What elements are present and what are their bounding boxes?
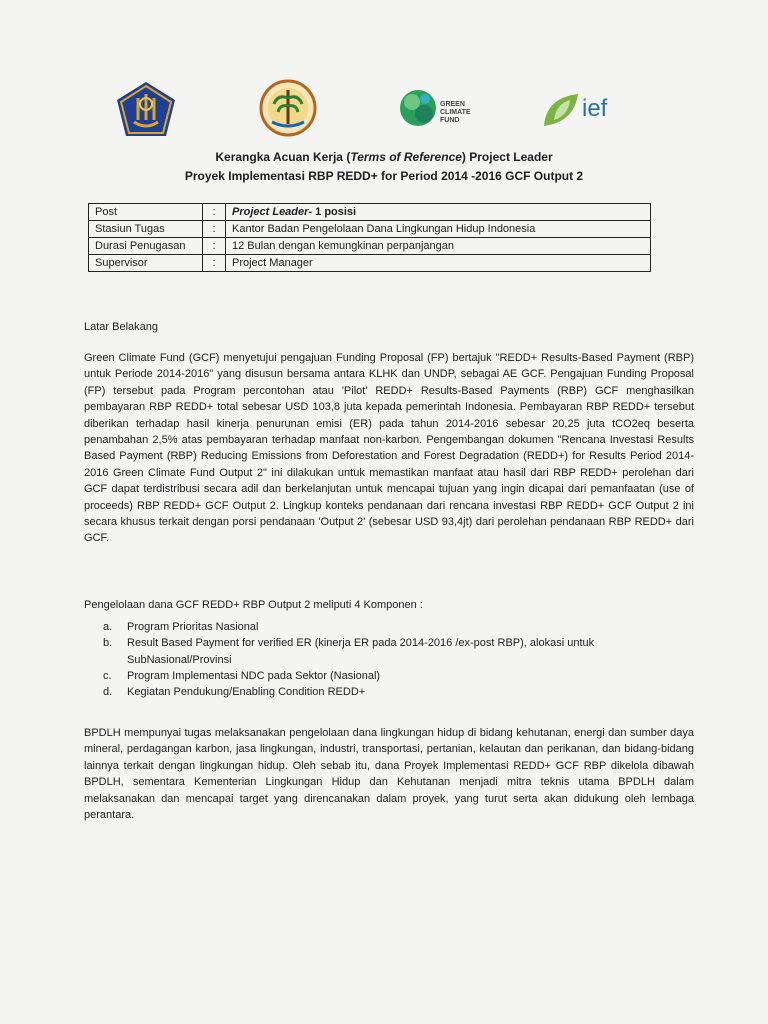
kemenkeu-logo bbox=[114, 80, 178, 138]
row-label: Supervisor bbox=[89, 255, 203, 272]
row-label: Durasi Penugasan bbox=[89, 238, 203, 255]
components-list bbox=[84, 619, 684, 700]
row-separator: : bbox=[203, 255, 226, 272]
klhk-logo bbox=[258, 78, 318, 138]
table-row bbox=[89, 221, 651, 238]
components-intro: Pengelolaan dana GCF REDD+ RBP Output 2 meliputi 4 Komponen : bbox=[84, 599, 423, 611]
row-separator: : bbox=[203, 221, 226, 238]
gcf-logo-text-1: GREEN bbox=[440, 101, 465, 108]
row-label: Stasiun Tugas bbox=[89, 221, 203, 238]
ief-logo-text: ief bbox=[582, 95, 608, 122]
list-item: a. Program Prioritas Nasional bbox=[103, 621, 259, 633]
table-row bbox=[89, 238, 651, 255]
row-label: Post bbox=[89, 204, 203, 221]
table-row bbox=[89, 204, 651, 221]
row-value: Project Leader- 1 posisi bbox=[226, 204, 651, 221]
paragraph-bpdlh: BPDLH mempunyai tugas melaksanakan pengelolaan dana lingkungan hidup di bidang kehutanan, energi dan sumber daya mineral, perdagangan karbon, jasa lingkungan, industri, transportasi, pertanian, kelautan dan perikanan, dan bidang-bidang lainnya terkait dengan lingkungan hidup. Oleh sebab itu, dana Proyek Implementasi REDD+ GCF RBP dikelola dibawah BPDLH, sementara Kementerian Lingkungan Hidup dan Kehutanan menjadi mitra teknis utama BPDLH dalam melaksanakan dan mencapai target yang direncanakan dalam proyek, yang turut serta akan didukung oleh lembaga perantara. bbox=[84, 727, 694, 822]
title-line-1: Kerangka Acuan Kerja (Terms of Reference) Project Leader bbox=[215, 150, 553, 164]
row-value: Project Manager bbox=[226, 255, 651, 272]
row-value: Kantor Badan Pengelolaan Dana Lingkungan Hidup Indonesia bbox=[226, 221, 651, 238]
title-line-2: Proyek Implementasi RBP REDD+ for Period 2014 -2016 GCF Output 2 bbox=[184, 169, 584, 183]
list-item: b. Result Based Payment for verified ER (kinerja ER pada 2014-2016 /ex-post RBP), alokasi untuk SubNasional/Provinsi bbox=[103, 637, 595, 666]
row-value: 12 Bulan dengan kemungkinan perpanjangan bbox=[226, 238, 651, 255]
ief-logo bbox=[540, 88, 626, 132]
paragraph-background: Green Climate Fund (GCF) menyetujui pengajuan Funding Proposal (FP) bertajuk "REDD+ Results-Based Payment (RBP) untuk Periode 2014-2016" yang disusun bersama antara KLHK dan UNDP, sebagai AE GCF. Pengajuan Funding Proposal (FP) tersebut pada Program percontohan atau 'Pilot' REDD+ Results-Based Payments (RBP) GCF menghasilkan pembayaran RBP REDD+ total sebesar USD 103,8 juta kepada pemerintah Indonesia. Pembayaran RBP REDD+ tersebut diberikan terhadap hasil kinerja penurunan emisi (ER) pada tahun 2014-2016 sebesar 20,25 juta tCO2eq beserta penambahan 2,5% atas pembayaran terhadap manfaat non-karbon. Pengembangan dokumen "Rencana Investasi Results Based Payment (RBP) Reducing Emissions from Deforestation and Forest Degradation (REDD+) for Results Period 2014- 2016 Green Climate Fund Output 2" ini dilakukan untuk memastikan manfaat atau hasil dari RBP REDD+ perolehan dari GCF dapat terdistribusi secara adil dan berkelanjutan untuk mencapai tujuan yang ingin dicapai dari pemanfaatan (use of proceeds) RBP REDD+ GCF Output 2. Lingkup konteks pendanaan dari rencana investasi RBP REDD+ GCF Output 2 ini secara khusus terkait dengan porsi pendanaan 'Output 2' (sebesar USD 93,4jt) dari perolehan pendanaan RBP REDD+ dari GCF. bbox=[84, 352, 694, 545]
green-climate-fund-logo bbox=[398, 86, 490, 134]
info-table bbox=[88, 203, 651, 272]
table-row bbox=[89, 255, 651, 272]
gcf-logo-text-2: CLIMATE bbox=[440, 109, 471, 116]
list-item: c. Program Implementasi NDC pada Sektor (Nasional) bbox=[103, 669, 381, 682]
gcf-logo-text-3: FUND bbox=[440, 117, 460, 124]
list-item: d. Kegiatan Pendukung/Enabling Condition REDD+ bbox=[103, 686, 366, 699]
row-separator: : bbox=[203, 204, 226, 221]
row-separator: : bbox=[203, 238, 226, 255]
section-heading: Latar Belakang bbox=[84, 321, 158, 333]
logo-row bbox=[0, 78, 768, 148]
